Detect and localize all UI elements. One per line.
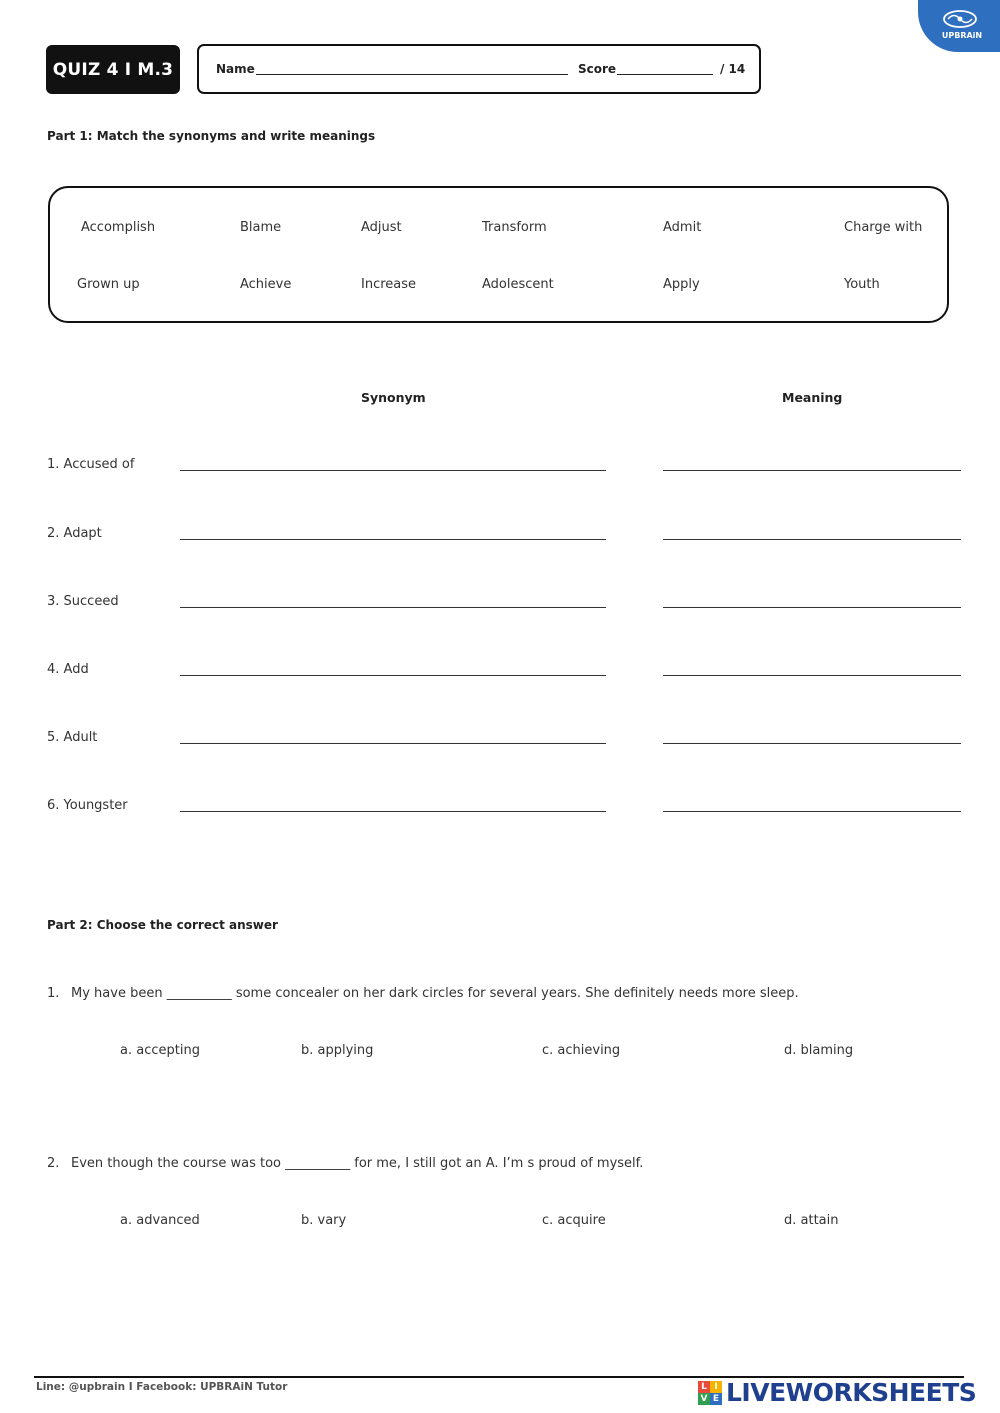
- meaning-answer-line[interactable]: [663, 470, 961, 471]
- footer-contact: Line: @upbrain I Facebook: UPBRAiN Tutor: [36, 1381, 288, 1393]
- mc-question: [47, 986, 799, 1001]
- word-bank-item: Admit: [663, 220, 702, 235]
- mc-option[interactable]: d. blaming: [784, 1043, 854, 1058]
- upbrain-logo: [918, 0, 1000, 52]
- question-label: 4. Add: [47, 662, 89, 677]
- quiz-title: QUIZ 4 I M.3: [46, 45, 180, 94]
- mc-option[interactable]: c. achieving: [542, 1043, 621, 1058]
- name-field[interactable]: [256, 74, 568, 75]
- mc-option[interactable]: c. acquire: [542, 1213, 606, 1228]
- synonym-column-header: Synonym: [361, 390, 426, 405]
- mc-option[interactable]: a. accepting: [120, 1043, 200, 1058]
- synonym-answer-line[interactable]: [180, 607, 606, 608]
- score-field[interactable]: [617, 74, 713, 75]
- word-bank: [48, 186, 949, 323]
- synonym-answer-line[interactable]: [180, 470, 606, 471]
- question-label: 1. Accused of: [47, 457, 135, 472]
- word-bank-item: Increase: [361, 277, 417, 292]
- synonym-answer-line[interactable]: [180, 539, 606, 540]
- word-bank-item: Apply: [663, 277, 700, 292]
- mc-option[interactable]: b. vary: [301, 1213, 347, 1228]
- name-score-box: [197, 44, 761, 94]
- meaning-answer-line[interactable]: [663, 607, 961, 608]
- question-label: 3. Succeed: [47, 594, 119, 609]
- score-total: / 14: [720, 62, 746, 76]
- part2-heading: Part 2: Choose the correct answer: [47, 918, 278, 932]
- word-bank-item: Grown up: [77, 277, 140, 292]
- mc-question-text: My have been __________ some concealer on her dark circles for several years. She definitely needs more sleep.: [71, 986, 799, 1001]
- meaning-column-header: Meaning: [782, 390, 843, 405]
- synonym-answer-line[interactable]: [180, 811, 606, 812]
- synonym-answer-line[interactable]: [180, 743, 606, 744]
- meaning-answer-line[interactable]: [663, 675, 961, 676]
- word-bank-item: Accomplish: [81, 220, 156, 235]
- liveworksheets-icon: L I V E: [698, 1381, 722, 1405]
- brain-icon: [940, 8, 980, 30]
- liveworksheets-watermark: [698, 1378, 990, 1408]
- question-label: 2. Adapt: [47, 526, 102, 541]
- question-label: 6. Youngster: [47, 798, 128, 813]
- question-label: 5. Adult: [47, 730, 98, 745]
- score-label: Score: [578, 62, 617, 76]
- mc-option[interactable]: d. attain: [784, 1213, 839, 1228]
- synonym-answer-line[interactable]: [180, 675, 606, 676]
- mc-question: [47, 1156, 643, 1171]
- word-bank-item: Charge with: [844, 220, 923, 235]
- mc-option[interactable]: a. advanced: [120, 1213, 200, 1228]
- word-bank-item: Achieve: [240, 277, 292, 292]
- word-bank-item: Youth: [844, 277, 880, 292]
- word-bank-item: Adolescent: [482, 277, 554, 292]
- word-bank-item: Adjust: [361, 220, 402, 235]
- part1-heading: Part 1: Match the synonyms and write meanings: [47, 129, 376, 143]
- logo-brand: UPBRAiN: [941, 31, 983, 40]
- mc-option[interactable]: b. applying: [301, 1043, 374, 1058]
- mc-question-number: 1.: [47, 986, 60, 1001]
- word-bank-item: Blame: [240, 220, 282, 235]
- meaning-answer-line[interactable]: [663, 811, 961, 812]
- meaning-answer-line[interactable]: [663, 743, 961, 744]
- mc-question-text: Even though the course was too __________ for me, I still got an A. I’m s proud of myself.: [71, 1156, 644, 1171]
- name-label: Name: [216, 62, 255, 76]
- mc-question-number: 2.: [47, 1156, 60, 1171]
- watermark-text: LIVEWORKSHEETS: [726, 1378, 977, 1407]
- word-bank-item: Transform: [482, 220, 547, 235]
- meaning-answer-line[interactable]: [663, 539, 961, 540]
